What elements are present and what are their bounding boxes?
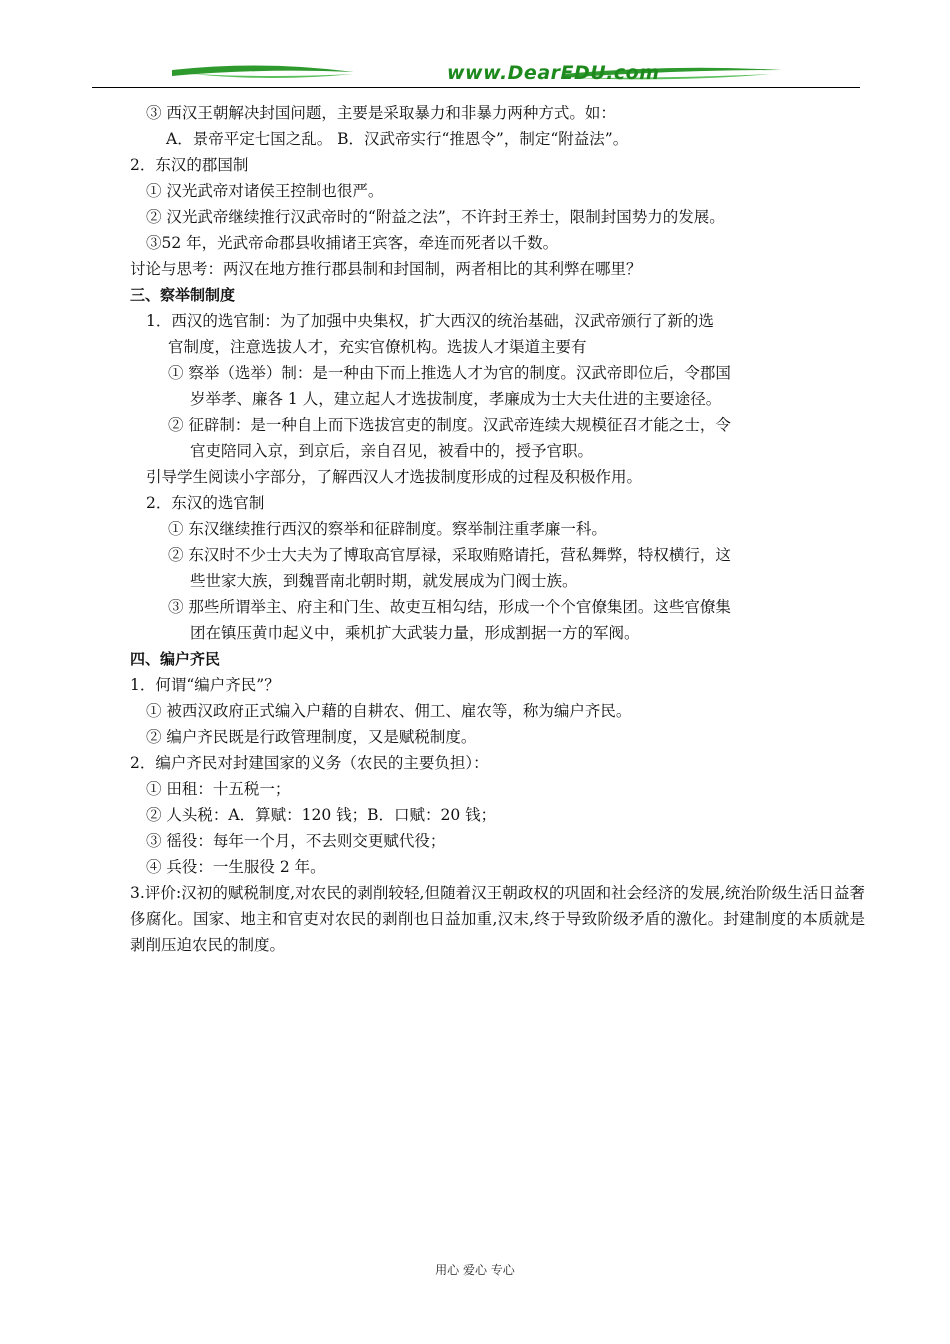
text-line: ③ 那些所谓举主、府主和门生、故吏互相勾结，形成一个个官僚集团。这些官僚集: [168, 598, 731, 616]
text-line: A．景帝平定七国之乱。 B．汉武帝实行“推恩令”，制定“附益法”。: [166, 130, 629, 148]
text-line: 讨论与思考：两汉在地方推行郡县制和封国制，两者相比的其利弊在哪里？: [130, 260, 642, 278]
text-line: 官制度，注意选拔人才，充实官僚机构。选拔人才渠道主要有: [168, 338, 587, 356]
text-line: ③52 年，光武帝命郡县收捕诸王宾客，牵连而死者以千数。: [146, 234, 559, 252]
page-header: [92, 56, 860, 90]
text-line: 2．东汉的选官制: [146, 494, 265, 512]
text-line: 团在镇压黄巾起义中，乘机扩大武装力量，形成割据一方的军阀。: [190, 624, 640, 642]
header-rule: [92, 87, 860, 88]
text-line: ② 征辟制：是一种自上而下选拔宫吏的制度。汉武帝连续大规模征召才能之士，令: [168, 416, 731, 434]
text-line: 岁举孝、廉各 1 人，建立起人才选拔制度，孝廉成为士大夫仕进的主要途径。: [190, 390, 722, 408]
text-line: 些世家大族，到魏晋南北朝时期，就发展成为门阀士族。: [190, 572, 578, 590]
text-line: ① 被西汉政府正式编入户藉的自耕农、佣工、雇农等，称为编户齐民。: [146, 702, 632, 720]
text-line: ③ 西汉王朝解决封国问题，主要是采取暴力和非暴力两种方式。如：: [146, 104, 616, 122]
evaluation-paragraph: 3.评价:汉初的赋税制度,对农民的剥削较轻,但随着汉王朝政权的巩固和社会经济的发展,统治阶级生活日益奢侈腐化。国家、地主和官吏对农民的剥削也日益加重,汉末,终于导致阶级矛盾的激化。封建制度的本质就是剥削压迫农民的制度。: [130, 884, 865, 954]
text-line: ② 编户齐民既是行政管理制度，又是赋税制度。: [146, 728, 477, 746]
document-body: [120, 100, 865, 958]
text-line: 2．编户齐民对封建国家的义务（农民的主要负担）：: [130, 754, 489, 772]
text-line: ② 人头税：A．算赋：120 钱；B．口赋：20 钱；: [146, 806, 497, 824]
page-footer: 用心 爱心 专心: [435, 1263, 515, 1277]
text-line: 官吏陪同入京，到京后，亲自召见，被看中的，授予官职。: [190, 442, 594, 460]
text-line: ② 汉光武帝继续推行汉武帝时的“附益之法”，不许封王养士，限制封国势力的发展。: [146, 208, 725, 226]
text-line: 1．西汉的选官制：为了加强中央集权，扩大西汉的统治基础，汉武帝颁行了新的选: [146, 312, 714, 330]
section-heading: 四、编户齐民: [130, 650, 221, 668]
text-line: ① 东汉继续推行西汉的察举和征辟制度。察举制注重孝廉一科。: [168, 520, 607, 538]
text-line: ④ 兵役：一生服役 2 年。: [146, 858, 326, 876]
text-line: 1．何谓“编户齐民”？: [130, 676, 280, 694]
text-line: ① 田租：十五税一；: [146, 780, 291, 798]
text-line: ③ 徭役：每年一个月，不去则交更赋代役；: [146, 832, 446, 850]
text-line: ① 察举（选举）制：是一种由下而上推选人才为官的制度。汉武帝即位后，令郡国: [168, 364, 731, 382]
text-line: ① 汉光武帝对诸侯王控制也很严。: [146, 182, 384, 200]
text-line: 引导学生阅读小字部分，了解西汉人才选拔制度形成的过程及积极作用。: [146, 468, 643, 486]
text-line: ② 东汉时不少士大夫为了博取高官厚禄，采取贿赂请托，营私舞弊，特权横行，这: [168, 546, 731, 564]
site-logo-text: www.DearEDU.com: [447, 62, 660, 84]
section-heading: 三、察举制制度: [130, 286, 236, 304]
text-line: 2．东汉的郡国制: [130, 156, 249, 174]
